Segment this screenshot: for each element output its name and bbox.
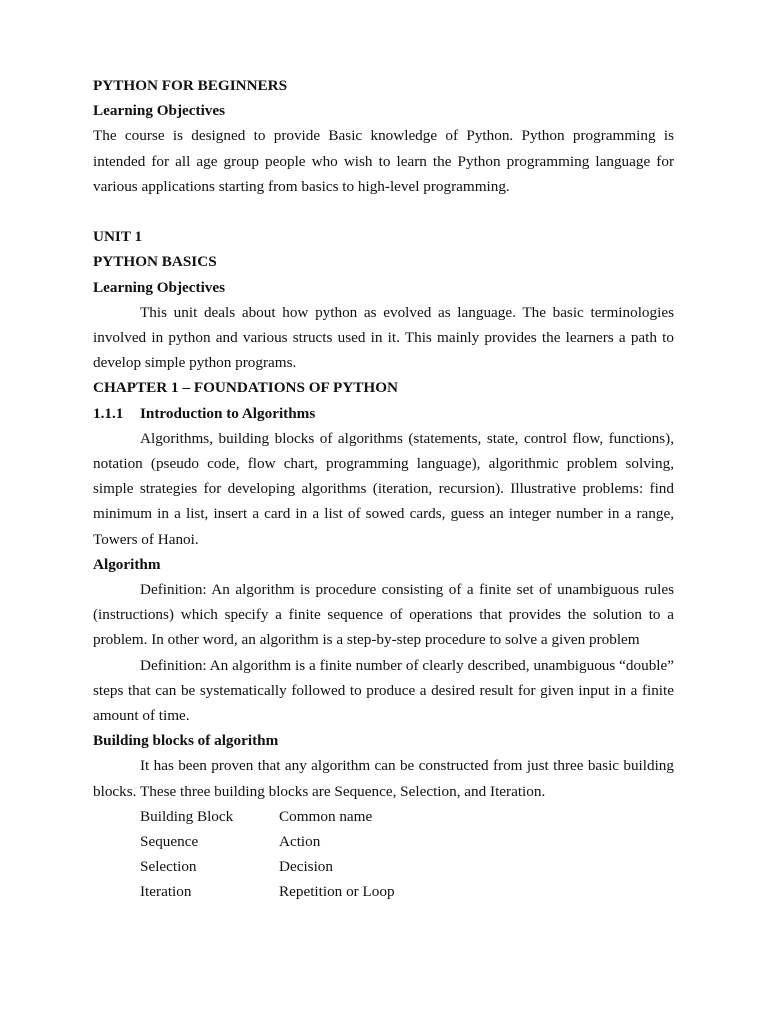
algorithm-heading: Algorithm bbox=[93, 555, 161, 573]
definition-1: Definition: An algorithm is procedure consisting of a finite set of unambiguous rules (instructions) which specify a finite sequence of operations that provides the solution to a problem. In other word, an algorithm is a step-by-step procedure to solve a given problem bbox=[93, 581, 674, 649]
table-row bbox=[140, 879, 395, 904]
definition-2: Definition: An algorithm is a finite number of clearly described, unambiguous “double” steps that can be systematically followed to produce a desired result for given input in a finite amount of time. bbox=[93, 656, 674, 725]
table-cell: Iteration bbox=[140, 883, 192, 901]
table-cell: Sequence bbox=[140, 833, 199, 851]
table-header-cell: Building Block bbox=[140, 807, 234, 825]
table-header-row bbox=[140, 804, 395, 829]
table-cell: Action bbox=[279, 833, 321, 851]
course-objectives-heading: Learning Objectives bbox=[93, 102, 226, 120]
section-heading bbox=[93, 401, 674, 426]
table-cell: Decision bbox=[279, 858, 333, 876]
course-title: PYTHON FOR BEGINNERS bbox=[93, 77, 288, 94]
building-blocks-heading: Building blocks of algorithm bbox=[93, 732, 279, 750]
table-cell: Selection bbox=[140, 858, 197, 876]
building-blocks-table bbox=[140, 804, 395, 905]
unit-label: UNIT 1 bbox=[93, 228, 143, 246]
table-row bbox=[140, 829, 395, 854]
unit-objectives-text: This unit deals about how python as evolved as language. The basic terminologies involved in python and various structs used in it. This mainly provides the learners a path to develop simple python programs. bbox=[93, 303, 674, 372]
building-blocks-text: It has been proven that any algorithm can be constructed from just three basic building blocks. These three building blocks are Sequence, Selection, and Iteration. bbox=[93, 757, 674, 800]
section-title: Introduction to Algorithms bbox=[140, 404, 316, 422]
chapter-title: CHAPTER 1 – FOUNDATIONS OF PYTHON bbox=[93, 379, 399, 397]
table-header-cell: Common name bbox=[279, 807, 373, 825]
unit-title: PYTHON BASICS bbox=[93, 253, 217, 271]
course-objectives-text: The course is designed to provide Basic knowledge of Python. Python programming is intended for all age group people who wish to learn the Python programming language for various applications starting from basics to high-level programming. bbox=[93, 127, 674, 195]
section-text: Algorithms, building blocks of algorithms (statements, state, control flow, functions), notation (pseudo code, flow chart, programming language), algorithmic problem solving, simple strategies for developing algorithms (iteration, recursion). Illustrative problems: find minimum in a list, insert a card in a list of sowed cards, guess an integer number in a range, Towers of Hanoi. bbox=[93, 429, 674, 548]
spacer bbox=[93, 199, 674, 224]
document-body bbox=[93, 73, 674, 905]
section-number: 1.1.1 bbox=[93, 404, 124, 422]
unit-objectives-heading: Learning Objectives bbox=[93, 278, 226, 296]
table-row bbox=[140, 854, 395, 879]
table-cell: Repetition or Loop bbox=[279, 883, 395, 901]
